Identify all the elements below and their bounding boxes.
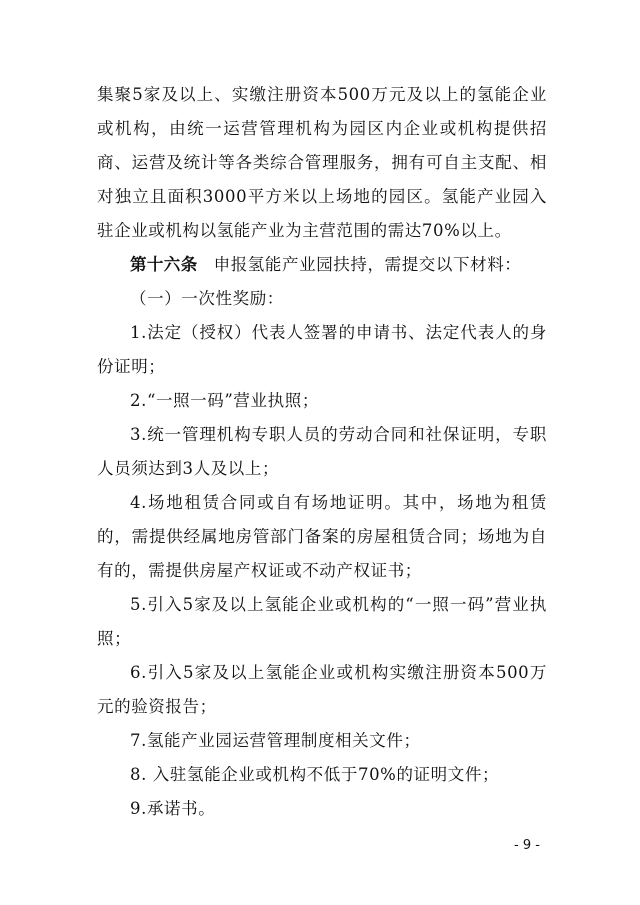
article-label: 第十六条 xyxy=(130,255,198,274)
list-item: 4.场地租赁合同或自有场地证明。其中，场地为租赁的，需提供经属地房管部门备案的房屋租赁合同；场地为自有的，需提供房屋产权证或不动产权证书； xyxy=(97,493,547,580)
list-item: 6.引入5家及以上氢能企业或机构实缴注册资本500万元的验资报告； xyxy=(97,663,547,716)
list-item: 2.“一照一码”营业执照； xyxy=(130,391,319,410)
list-item: 9.承诺书。 xyxy=(130,799,216,818)
list-item: 3.统一管理机构专职人员的劳动合同和社保证明，专职人员须达到3人及以上； xyxy=(97,425,547,478)
list-item: 8. 入驻氢能企业或机构不低于70%的证明文件； xyxy=(130,765,500,784)
intro-paragraph: 集聚5家及以上、实缴注册资本500万元及以上的氢能企业或机构，由统一运营管理机构为园区内企业或机构提供招商、运营及统计等各类综合管理服务，拥有可自主支配、相对独立且面积3000平方米以上场地的园区。氢能产业园入驻企业或机构以氢能产业为主营范围的需达70%以上。 xyxy=(97,85,547,240)
list-item: 5.引入5家及以上氢能企业或机构的“一照一码”营业执照； xyxy=(97,595,547,648)
article-text: 申报氢能产业园扶持，需提交以下材料： xyxy=(213,255,522,274)
section-heading: （一）一次性奖励： xyxy=(130,289,284,308)
page-number: - 9 - xyxy=(514,838,540,853)
document-body xyxy=(97,78,547,826)
list-item: 7.氢能产业园运营管理制度相关文件； xyxy=(130,731,421,750)
article-paragraph xyxy=(97,248,547,282)
list-item: 1.法定（授权）代表人签署的申请书、法定代表人的身份证明； xyxy=(97,323,547,376)
